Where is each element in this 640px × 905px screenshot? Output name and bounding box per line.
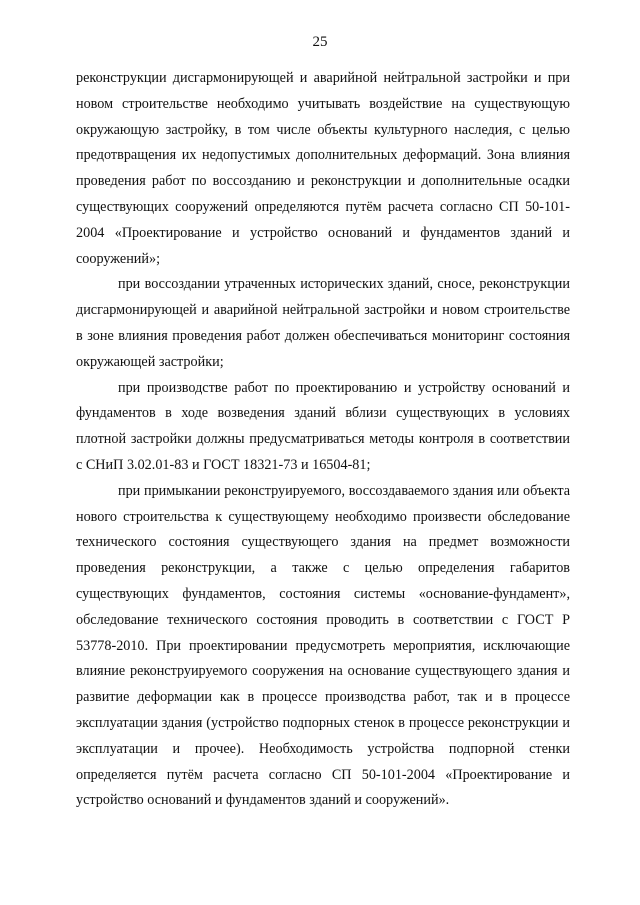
paragraph-foundations-control: при производстве работ по проектированию и устройству оснований и фундаментов в ходе возведения зданий вблизи существующих в условиях плотной застройки должны предусматриваться методы контроля в соответствии с СНиП 3.02.01-83 и ГОСТ 18321-73 и 16504-81; bbox=[76, 379, 570, 473]
paragraph-monitoring: при воссоздании утраченных исторических зданий, сносе, реконструкции дисгармонирующей и аварийной нейтральной застройки и новом строительстве в зоне влияния проведения работ должен обеспечиваться мониторинг состояния окружающей застройки; bbox=[76, 276, 570, 370]
paragraph-continuation: реконструкции дисгармонирующей и аварийной нейтральной застройки и при новом строительстве необходимо учитывать воздействие на существующую окружающую застройку, в том числе объекты культурного наследия, с целью предотвращения их недопустимых дополнительных деформаций. Зона влияния проведения работ по воссозданию и реконструкции и дополнительные осадки существующих сооружений определяются путём расчета согласно СП 50-101-2004 «Проектирование и устройство оснований и фундаментов зданий и сооружений»; bbox=[76, 70, 570, 267]
body-text bbox=[76, 66, 570, 814]
paragraph-adjacent-building-survey: при примыкании реконструируемого, воссоздаваемого здания или объекта нового строительства к существующему необходимо произвести обследование технического состояния существующего здания на предмет возможности проведения реконструкции, а также с целью определения габаритов существующих фундаментов, состояния системы «основание-фундамент», обследование технического состояния проводить в соответствии с ГОСТ Р 53778-2010. При проектировании предусмотреть мероприятия, исключающие влияние реконструируемого сооружения на основание существующего здания и развитие деформации как в процессе производства работ, так и в процессе эксплуатации здания (устройство подпорных стенок в процессе реконструкции и эксплуатации и прочее). Необходимость устройства подпорной стенки определяется путём расчета согласно СП 50-101-2004 «Проектирование и устройство оснований и фундаментов зданий и сооружений». bbox=[76, 482, 570, 809]
page-number: 25 bbox=[312, 34, 328, 50]
